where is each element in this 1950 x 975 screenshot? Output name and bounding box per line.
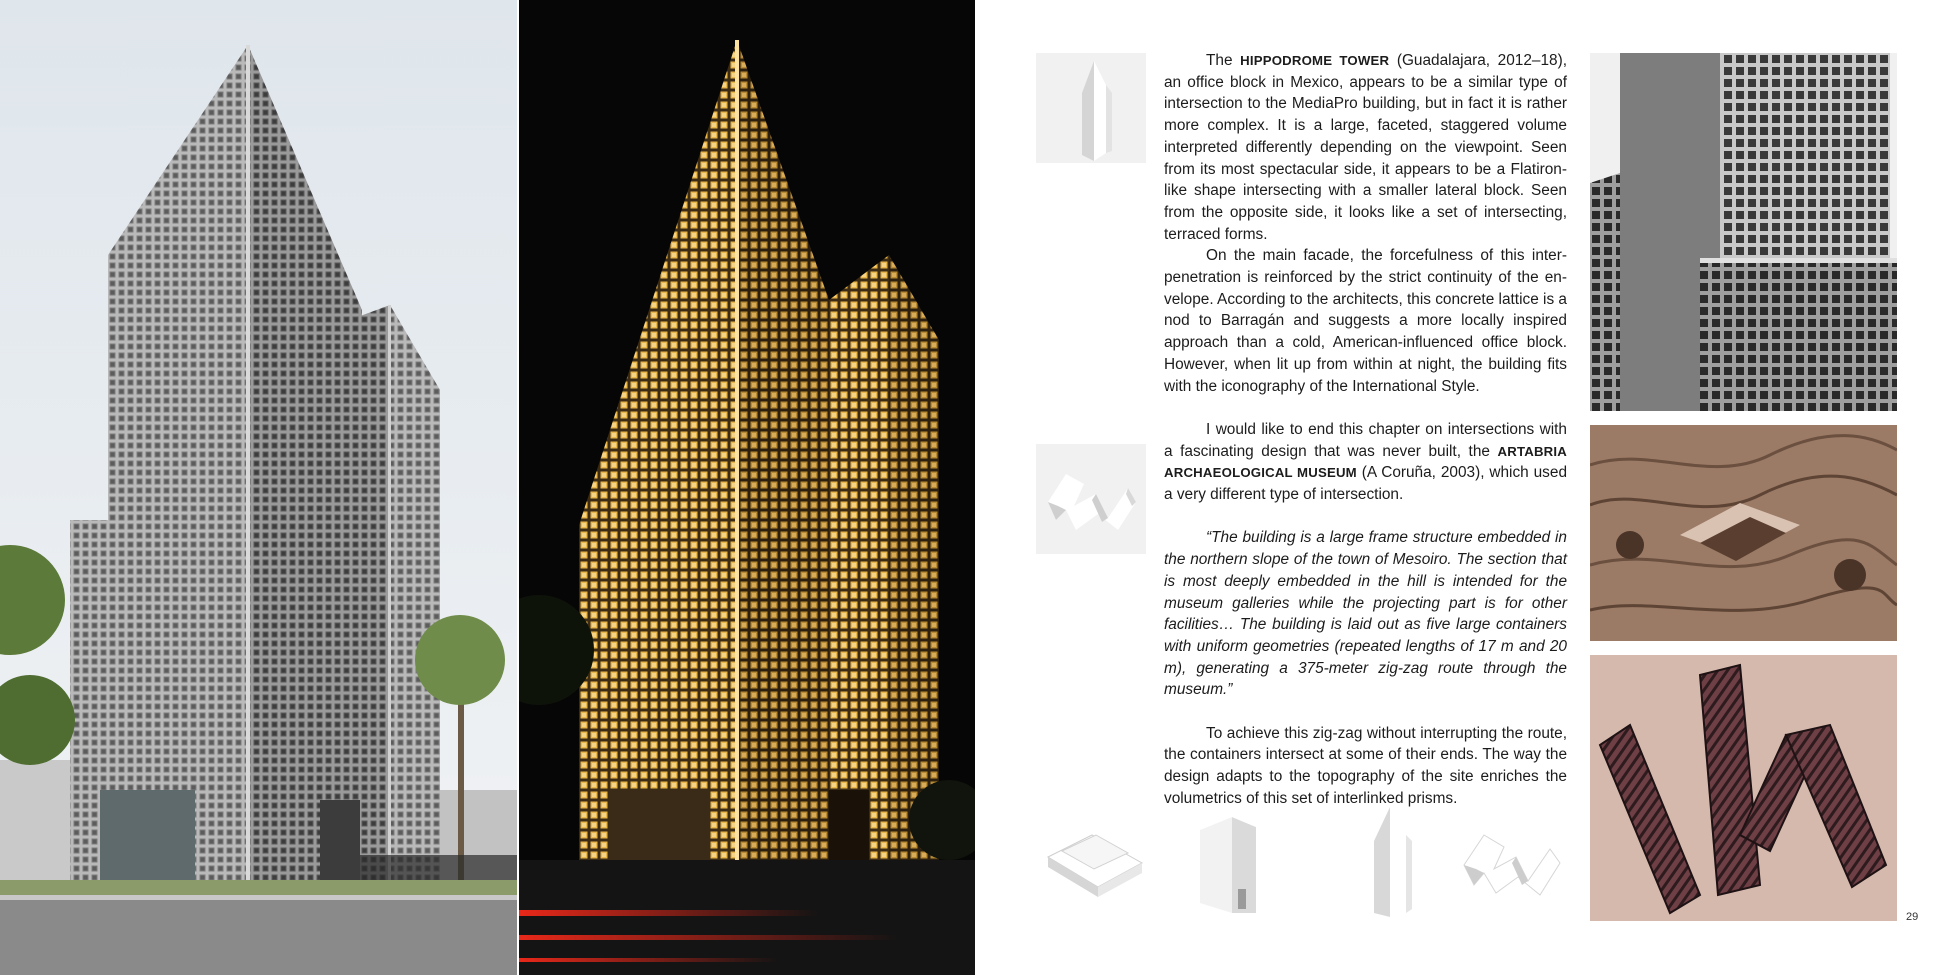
hippodrome-tower-day-illustration [0,0,517,975]
paragraph-artabria [1164,419,1567,506]
stacked-slabs-model-icon [1040,805,1150,920]
hippodrome-tower-night-photo [519,0,975,975]
hippodrome-tower-night-illustration [519,0,975,975]
hippodrome-tower-day-photo [0,0,517,975]
concrete-lattice-facade-photo [1590,53,1897,411]
artabria-museum-name: ARTABRIA ARCHAEOLOGICAL MUSEUM [1164,443,1567,481]
tower-model-icon [1036,53,1146,163]
paragraph-zigzag: To achieve this zig-zag without interrupting the route, the containers intersect at some of their ends. The way the design adapts to the topography of the site enriches the volumetrics of this set of interlinked prisms. [1164,724,1567,807]
flatiron-tower-model-icon [1340,805,1450,920]
p1-rest: (Guadalajara, 2012–18), an office block in Mexico, appears to be a similar type of intersection to the MediaPro building, but in fact it is rather more complex. It is a large, faceted, staggered volume interpreted differently depending on the viewpoint. Seen from its most spectacular side, it appears to be a Flatiron-like shape intersecting with a smaller lateral block. Seen from the opposite side, it looks like a set of intersecting, terraced forms. [1164,52,1567,243]
zigzag-frame-illustration [1590,655,1897,921]
hippodrome-tower-name: HIPPODROME TOWER [1240,53,1390,68]
architect-quote: “The building is a large frame structure embedded in the northern slope of the town of Mesoiro. The section that is most deeply embedded in the hill is intended for the museum galleries while the projecting part is for other facilities… The building is laid out as five large containers with uniform geometries (repeated lengths of 17 m and 20 m), generating a 375-meter zig-zag route through the museum.” [1164,529,1567,699]
facade-detail-illustration [1590,53,1897,411]
hippodrome-tower-model-thumbnail [1036,53,1146,163]
p3-lead: I would like to end this chapter on intersections with a fascinating design that was never built, the [1164,420,1567,460]
terraced-block-model-icon [1190,805,1300,920]
zigzag-museum-model-icon [1460,805,1570,920]
site-topography-model-illustration [1590,425,1897,641]
p1-lead: The [1206,52,1241,69]
artabria-museum-model-thumbnail [1036,444,1146,554]
article-text [1164,50,1567,810]
p3-rest: (A Coruña, 2003), which used a very different type of intersection. [1164,464,1567,504]
page-number: 29 [1906,911,1919,923]
zigzag-frame-model-photo [1590,655,1897,921]
artabria-site-model-photo [1590,425,1897,641]
zigzag-model-icon [1036,444,1146,554]
paragraph-hippodrome [1164,50,1567,245]
paragraph-facade: On the main facade, the forcefulness of this interpenetration is reinforced by the strict continuity of the envelope. According to the architects, this concrete lattice is a nod to Barragán and suggests a more locally inspired approach than a cold, American-influenced office block. However, when lit up from within at night, the building fits with the iconography of the International Style. [1164,247,1567,395]
